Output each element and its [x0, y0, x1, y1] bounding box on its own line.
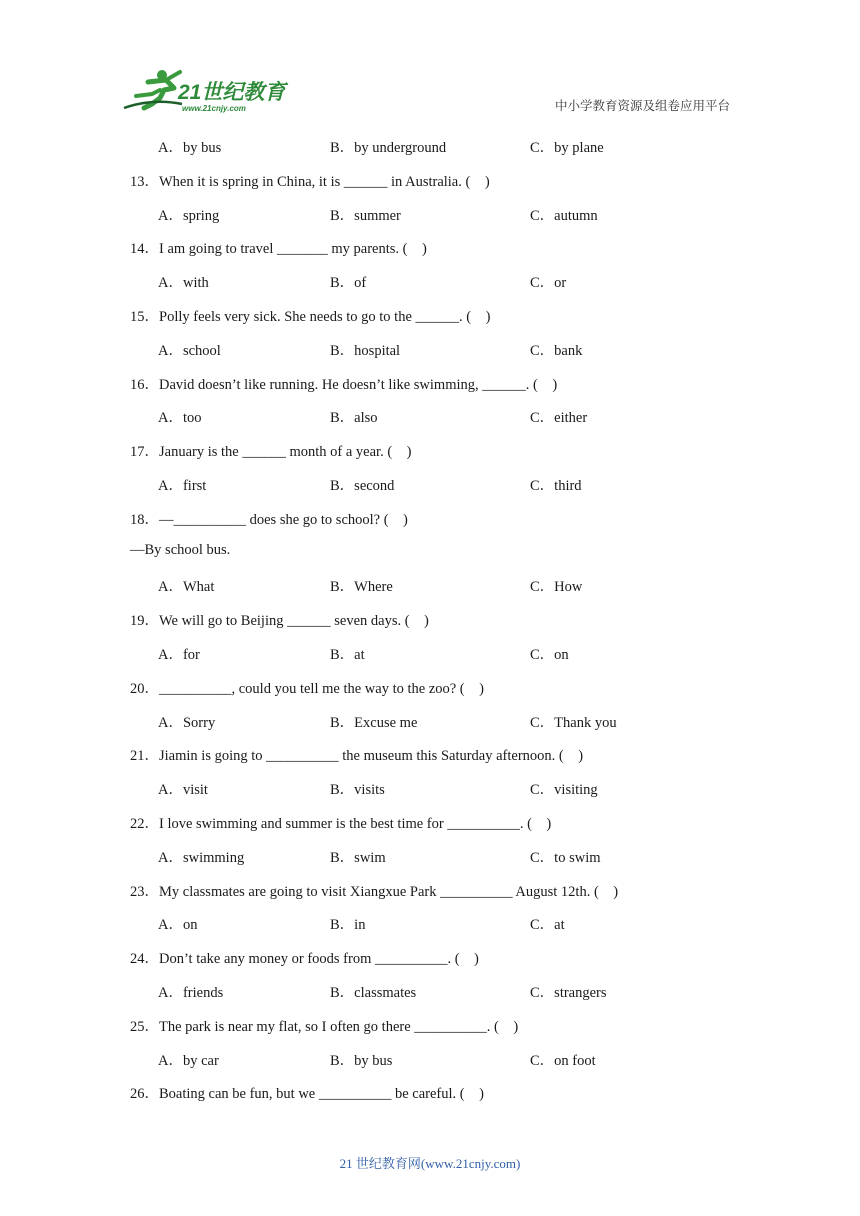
option-b: B．classmates	[330, 985, 417, 1001]
option-b: B．hospital	[330, 342, 401, 359]
option-b: B．Excuse me	[330, 714, 418, 731]
option-b: B．at	[330, 647, 365, 663]
svg-text:21世纪教育: 21世纪教育	[178, 81, 286, 104]
question-text: 21．Jiamin is going to __________ the museum this Saturday afternoon. ( )	[130, 748, 584, 765]
question-text: 16．David doesn’t like running. He doesn’t like swimming, ______. ( )	[130, 376, 558, 393]
page-footer: 21 世纪教育网(www.21cnjy.com)	[339, 1156, 521, 1171]
option-b: B．in	[330, 917, 366, 934]
question-text: 25．The park is near my flat, so I often go there __________. ( )	[130, 1018, 519, 1035]
logo-runner-icon	[122, 68, 292, 114]
option-a: A．spring	[158, 207, 220, 224]
option-c: C．by plane	[530, 140, 604, 156]
option-c: C．autumn	[530, 207, 598, 224]
question-text: 18．—__________ does she go to school? ( )	[130, 511, 408, 528]
option-b: B．Where	[330, 579, 393, 596]
option-a: A．on	[158, 917, 198, 934]
option-c: C．at	[530, 917, 565, 934]
option-a: A．Sorry	[158, 714, 216, 731]
option-c: C．to swim	[530, 849, 601, 866]
option-c: C．strangers	[530, 985, 607, 1001]
option-a: A．What	[158, 579, 215, 596]
option-b: B．of	[330, 275, 367, 292]
question-text: 22．I love swimming and summer is the best time for __________. ( )	[130, 816, 552, 832]
option-c: C．Thank you	[530, 714, 617, 731]
option-c: C．or	[530, 275, 567, 292]
header-platform-text: 中小学教育资源及组卷应用平台	[554, 98, 730, 113]
question-text: 20．__________, could you tell me the way to the zoo? ( )	[130, 680, 484, 697]
option-c: C．on	[530, 647, 569, 663]
option-a: A．for	[158, 647, 200, 663]
option-a: A．by car	[158, 1052, 219, 1069]
option-a: A．friends	[158, 985, 224, 1001]
page-header	[0, 0, 860, 130]
option-b: B．by underground	[330, 140, 447, 156]
option-a: A．too	[158, 410, 202, 427]
question-text: 26．Boating can be fun, but we __________ be careful. ( )	[130, 1086, 484, 1103]
option-c: C．either	[530, 410, 588, 427]
question-text: 23．My classmates are going to visit Xiangxue Park __________ August 12th. ( )	[130, 883, 619, 900]
option-c: C．third	[530, 478, 582, 494]
svg-text:www.21cnjy.com: www.21cnjy.com	[182, 104, 246, 113]
option-a: A．visit	[158, 782, 208, 799]
option-a: A．first	[158, 478, 207, 494]
option-a: A．by bus	[158, 140, 222, 156]
option-b: B．also	[330, 410, 378, 427]
option-c: C．How	[530, 579, 583, 596]
option-c: C．bank	[530, 342, 583, 359]
question-text: 17．January is the ______ month of a year. ( )	[130, 444, 412, 461]
question-text: 13．When it is spring in China, it is ______ in Australia. ( )	[130, 173, 490, 190]
logo	[122, 68, 292, 114]
option-b: B．swim	[330, 849, 386, 866]
question-text: 24．Don’t take any money or foods from __________. ( )	[130, 951, 479, 968]
question-text: 14．I am going to travel _______ my parents. ( )	[130, 241, 427, 258]
question-text: 19．We will go to Beijing ______ seven days. ( )	[130, 613, 429, 630]
option-b: B．by bus	[330, 1052, 393, 1069]
option-c: C．on foot	[530, 1052, 596, 1069]
option-a: A．swimming	[158, 849, 245, 866]
option-b: B．visits	[330, 782, 385, 799]
option-a: A．with	[158, 275, 209, 292]
question-text: 15．Polly feels very sick. She needs to go to the ______. ( )	[130, 309, 491, 325]
option-b: B．second	[330, 478, 395, 494]
answer-line: —By school bus.	[130, 541, 231, 558]
option-c: C．visiting	[530, 782, 598, 799]
option-b: B．summer	[330, 207, 401, 224]
option-a: A．school	[158, 342, 221, 359]
